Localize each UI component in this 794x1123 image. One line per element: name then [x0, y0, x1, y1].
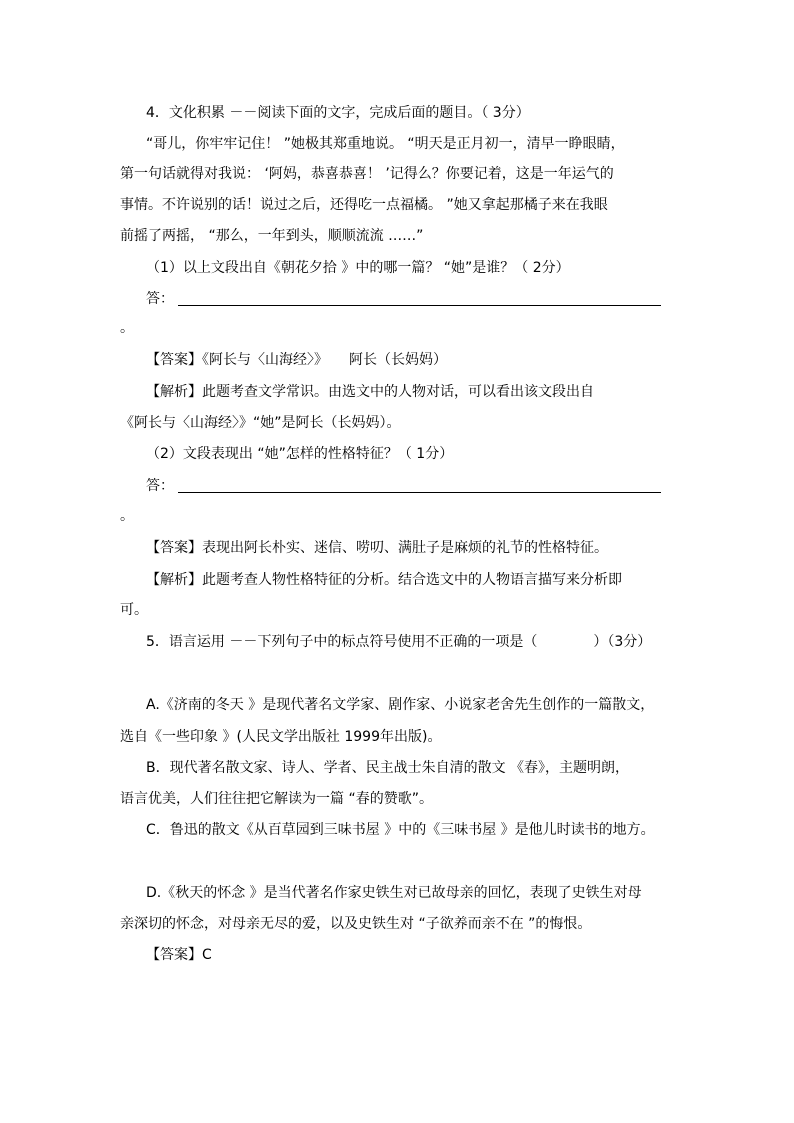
- q5-option-b-line-1: B．现代著名散文家、诗人、学者、民主战士朱自清的散文 《春》，主题明朗，: [146, 760, 630, 776]
- q5-option-c-line-1: C．鲁迅的散文《从百草园到三味书屋 》中的《三味书屋 》是他儿时读书的地方。: [146, 822, 655, 838]
- q5-title: 5．语言运用 －－下列句子中的标点符号使用不正确的一项是（ ）（3分）: [146, 634, 652, 650]
- q5-option-a-line-2: 选自《一些印象 》(人民文学出版社 1999年出版)。: [120, 729, 442, 745]
- q4-sub1-analysis-line-2: 《阿长与〈山海经〉》“她”是阿长（长妈妈）。: [120, 415, 401, 431]
- q4-sub1-answer-blank[interactable]: [178, 305, 661, 306]
- q5-option-a-line-1: A.《济南的冬天 》是现代著名文学家、剧作家、小说家老舍先生创作的一篇散文，: [146, 697, 655, 713]
- q4-passage-line-3: 事情。不许说别的话！说过之后，还得吃一点福橘。 ”她又拿起那橘子来在我眼: [120, 197, 608, 213]
- q4-sub2-question: （2）文段表现出 “她”怎样的性格特征？（ 1分）: [146, 446, 454, 462]
- q4-passage-line-4: 前摇了两摇， “那么，一年到头，顺顺流流 ……”: [120, 228, 424, 244]
- q4-passage-line-1: “哥儿，你牢牢记住！ ”她极其郑重地说。 “明天是正月初一，清早一睁眼睛，: [146, 136, 625, 152]
- q4-sub2-answer: 【答案】表现出阿长朴实、迷信、唠叨、满肚子是麻烦的礼节的性格特征。: [146, 540, 608, 556]
- q4-sub1-question: （1）以上文段出自《朝花夕拾 》中的哪一篇？ “她”是谁？（ 2分）: [146, 260, 570, 276]
- q4-sub2-analysis-line-2: 可。: [120, 602, 148, 618]
- q4-passage-line-2: 第一句话就得对我说： ‘阿妈，恭喜恭喜！ ’记得么？你要记着，这是一年运气的: [120, 166, 614, 182]
- q4-sub2-analysis-line-1: 【解析】此题考查人物性格特征的分析。结合选文中的人物语言描写来分析即: [146, 572, 622, 588]
- q4-title: 4．文化积累 －－阅读下面的文字，完成后面的题目。（ 3分）: [146, 105, 530, 121]
- q5-answer: 【答案】C: [146, 947, 212, 963]
- q4-sub2-answer-label: 答：: [146, 478, 174, 494]
- q4-sub1-answer: 【答案】《阿长与〈山海经〉》 阿长（长妈妈）: [146, 352, 447, 368]
- q5-option-b-line-2: 语言优美，人们往往把它解读为一篇 “春的赞歌”。: [120, 791, 433, 807]
- q5-option-d-line-2: 亲深切的怀念，对母亲无尽的爱，以及史铁生对 “子欲养而亲不在 ”的悔恨。: [120, 916, 592, 932]
- q4-sub1-answer-label: 答：: [146, 291, 174, 307]
- q4-sub2-trailing-mark: 。: [120, 508, 134, 524]
- q5-option-d-line-1: D.《秋天的怀念 》是当代著名作家史铁生对已故母亲的回忆，表现了史铁生对母: [146, 885, 642, 901]
- q4-sub2-answer-blank[interactable]: [178, 492, 661, 493]
- q4-sub1-analysis-line-1: 【解析】此题考查文学常识。由选文中的人物对话，可以看出该文段出自: [146, 384, 594, 400]
- q4-sub1-trailing-mark: 。: [120, 320, 134, 336]
